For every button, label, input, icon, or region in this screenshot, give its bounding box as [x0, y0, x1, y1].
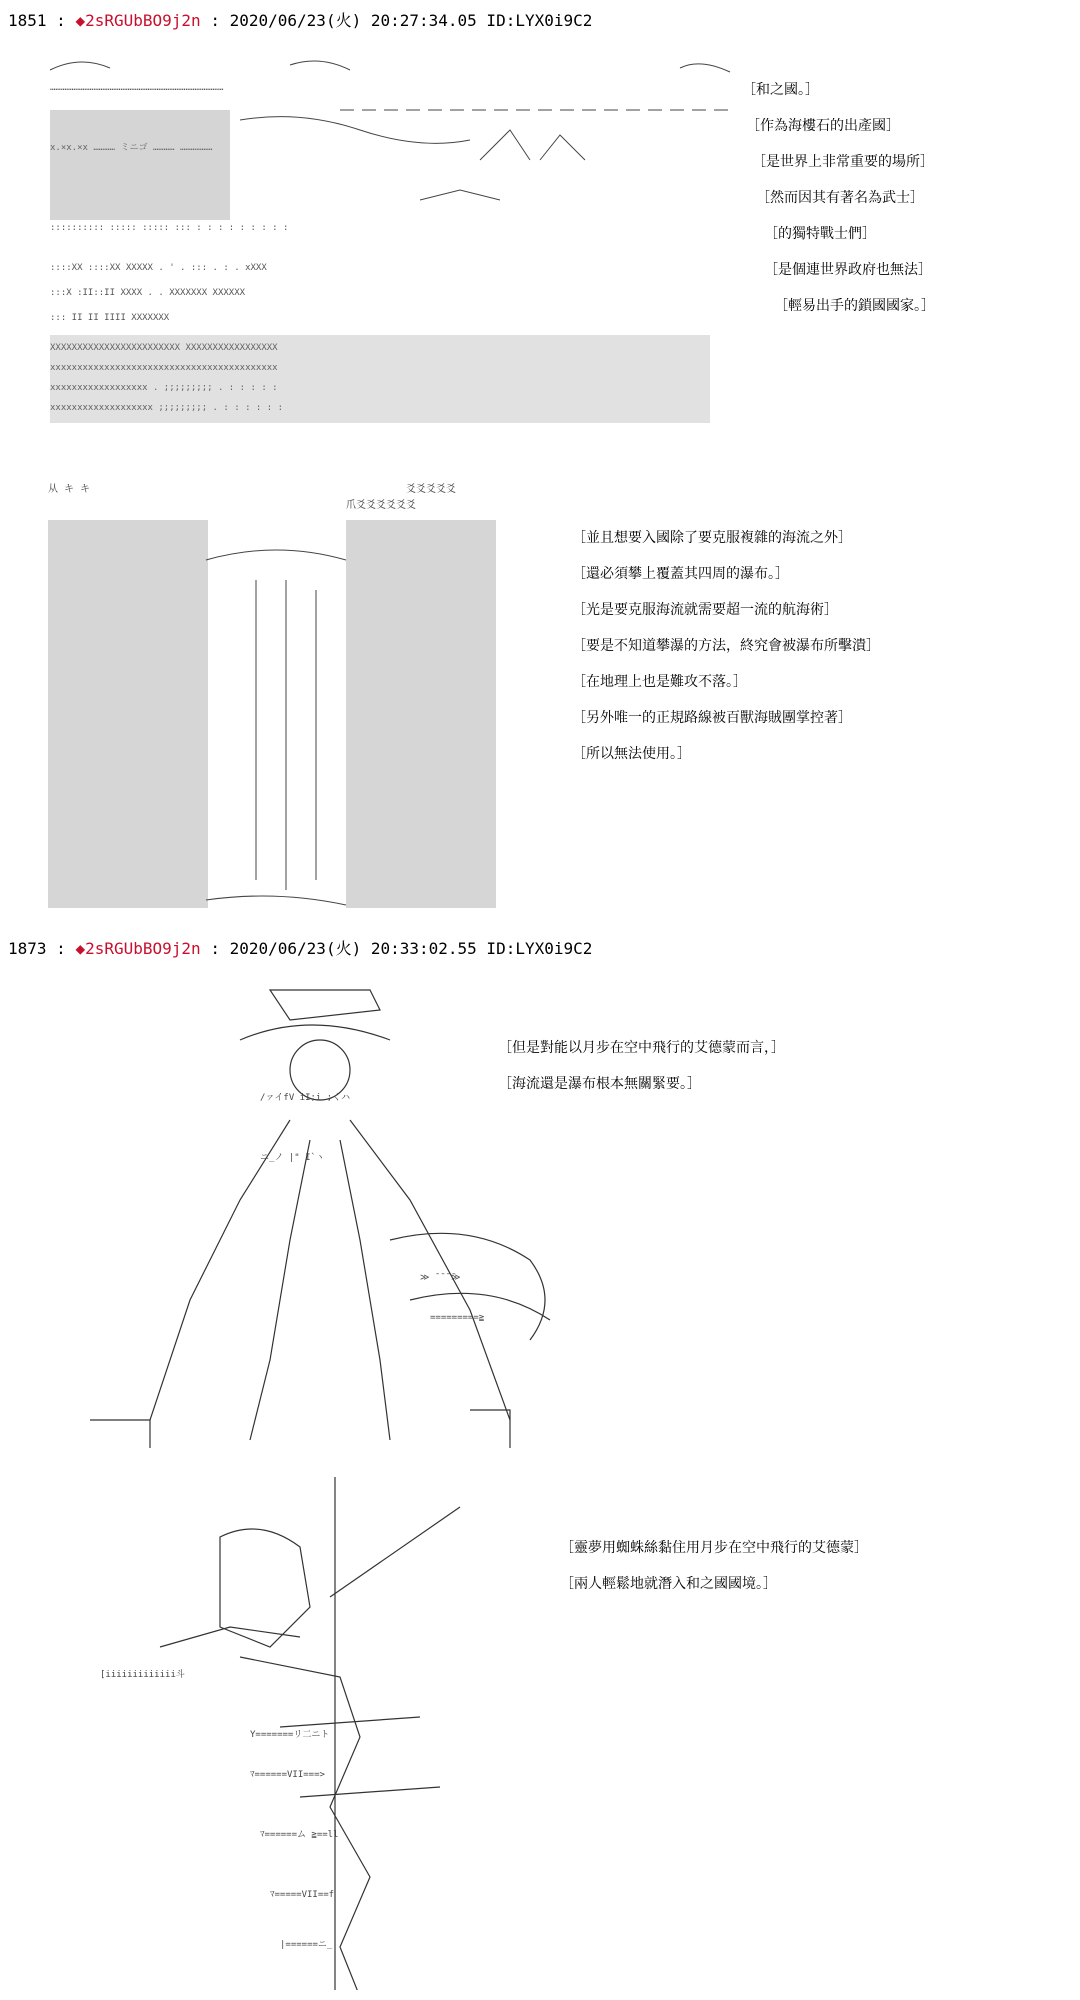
narration-1851-a — [742, 72, 935, 324]
trip-diamond-icon: ◆ — [75, 939, 86, 958]
narration-line: ［然而因其有著名為武士］ — [756, 190, 924, 206]
narration-1873-b — [560, 1530, 868, 1602]
hanging-character-ascii-art — [100, 1465, 480, 1990]
svg-text:爪爻爻爻爻爻爻: 爪爻爻爻爻爻爻 — [346, 500, 416, 511]
svg-text:爻爻爻爻爻: 爻爻爻爻爻 — [406, 484, 456, 495]
post-separator: : — [210, 939, 220, 958]
narration-line: ［光是要克服海流就需要超一流的航海術］ — [572, 602, 838, 618]
narration-line: ［所以無法使用。］ — [572, 746, 691, 762]
waterfall-ascii-art — [46, 468, 506, 908]
svg-text:ﾏ=====VII==f: ﾏ=====VII==f — [270, 1890, 335, 1900]
svg-text:::: II II IIII XXXXXXX: ::: II II IIII XXXXXXX — [50, 313, 170, 323]
svg-text:ニ_ノ |" ̄I`ヽ: ニ_ノ |" ̄I`ヽ — [260, 1153, 325, 1163]
narration-line: ［但是對能以月步在空中飛行的艾德蒙而言，］ — [498, 1040, 785, 1056]
svg-text::::X :II::II XXXX . . XXX: :::X :II::II XXXX . . XXXXXXX XXXXXX — [50, 288, 246, 298]
svg-text:xxxxxxxxxxxxxxxxxxx ;;;;;;;;;: xxxxxxxxxxxxxxxxxxx ;;;;;;;;; . : : : : : : — [50, 403, 283, 413]
landscape-art-drawing — [40, 50, 740, 423]
svg-text:xxxxxxxxxxxxxxxxxx . ;;;;;;;: xxxxxxxxxxxxxxxxxx . ;;;;;;;;; . : : : : : — [50, 383, 278, 393]
narration-line: ［兩人輕鬆地就潛入和之國國境。］ — [560, 1576, 777, 1592]
narration-line: ［作為海樓石的出產國］ — [746, 118, 900, 134]
post-number: 1851 — [8, 11, 47, 30]
svg-text:从 キ キ: 从 キ キ — [48, 484, 91, 495]
narration-line: ［和之國。］ — [742, 82, 819, 98]
narration-1873-a — [498, 1030, 785, 1102]
post-trip[interactable]: 2sRGUbBO9j2n — [85, 11, 201, 30]
narration-line: ［海流還是瀑布根本無關緊要。］ — [498, 1076, 701, 1092]
post-trip[interactable]: 2sRGUbBO9j2n — [85, 939, 201, 958]
narration-line: ［在地理上也是難攻不落。］ — [572, 674, 747, 690]
svg-text:=========≧: =========≧ — [430, 1313, 485, 1323]
svg-text:≫ ̄ ̄ ̄ ̄≫: ≫ ̄ ̄ ̄ ̄≫ — [420, 1273, 461, 1283]
svg-text::::::::::: ::::: ::::: ::: : :: :::::::::: ::::: ::::: ::: : : : : : : : : : — [50, 223, 289, 233]
narration-line: ［並且想要入國除了要克服複雜的海流之外］ — [572, 530, 852, 546]
waterfall-art-drawing — [46, 480, 506, 908]
narration-line: ［要是不知道攀瀑的方法，終究會被瀑布所擊潰］ — [572, 638, 880, 654]
svg-text:ﾏ======ム ≧==ll: ﾏ======ム ≧==ll — [260, 1830, 339, 1840]
trip-diamond-icon: ◆ — [75, 11, 86, 30]
svg-text:Y=======リ二ニト: Y=======リ二ニト — [250, 1730, 330, 1740]
post-datetime: 2020/06/23(火) 20:27:34.05 ID:LYX0i9C2 — [229, 11, 593, 30]
svg-text:x.×x.×x ………… ミニゴ ………… ………………: x.×x.×x ………… ミニゴ ………… ……………… — [50, 143, 213, 153]
narration-line: ［另外唯一的正規路線被百獸海賊團掌控著］ — [572, 710, 852, 726]
svg-text:ﾏ======VII===>: ﾏ======VII===> — [250, 1770, 325, 1780]
landscape-ascii-art — [40, 38, 740, 423]
svg-text:………………………………………………………………………………: …………………………………………………………………………………… — [50, 83, 224, 93]
post-header-1851 — [8, 8, 592, 31]
svg-text:XXXXXXXXXXXXXXXXXXXXXXXX XXXX: XXXXXXXXXXXXXXXXXXXXXXXX XXXXXXXXXXXXXXXXX — [50, 343, 278, 353]
narration-line: ［是世界上非常重要的場所］ — [752, 154, 934, 170]
narration-line: ［是個連世界政府也無法］ — [764, 262, 932, 278]
narration-line: ［靈夢用蜘蛛絲黏住用月步在空中飛行的艾德蒙］ — [560, 1540, 868, 1556]
hanging-art-drawing — [100, 1477, 480, 1990]
narration-line: ［還必須攀上覆蓋其四周的瀑布。］ — [572, 566, 789, 582]
narration-1851-b — [572, 520, 880, 772]
post-datetime: 2020/06/23(火) 20:33:02.55 ID:LYX0i9C2 — [229, 939, 593, 958]
post-separator: : — [210, 11, 220, 30]
svg-text:xxxxxxxxxxxxxxxxxxxxxxxxxxxxxx: xxxxxxxxxxxxxxxxxxxxxxxxxxxxxxxxxxxxxxxxxx — [50, 363, 278, 373]
post-separator: : — [56, 11, 66, 30]
svg-text:[iiiiiiiiiiiii斗: [iiiiiiiiiiiii斗 — [100, 1670, 185, 1680]
narration-line: ［輕易出手的鎖國國家。］ — [774, 298, 935, 314]
post-number: 1873 — [8, 939, 47, 958]
narration-line: ［的獨特戰士們］ — [764, 226, 876, 242]
post-header-1873 — [8, 936, 592, 959]
svg-text:|======ニ_: |======ニ_ — [280, 1940, 333, 1950]
svg-text:/ァイfV iI;i ;くハ: /ァイfV iI;i ;くハ — [260, 1093, 351, 1103]
svg-text:::::XX ::::XX XXXXX . ' .: ::::XX ::::XX XXXXX . ' . ::: . : . xXXX — [50, 263, 267, 273]
post-separator: : — [56, 939, 66, 958]
